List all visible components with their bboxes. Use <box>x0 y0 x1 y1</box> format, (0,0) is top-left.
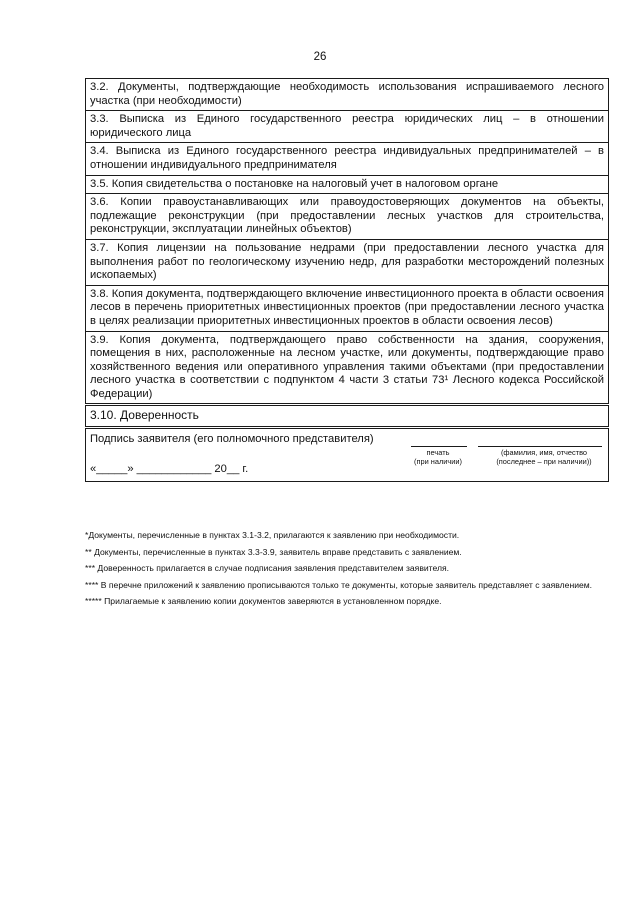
page-number: 26 <box>313 51 327 63</box>
stamp-caption-line2: (при наличии) <box>414 457 462 467</box>
table-row <box>86 239 609 285</box>
footnote-4: **** В перечне приложений к заявлению прописываются только те документы, которые заявитель представляет с заявлением. <box>85 579 593 590</box>
row-text-3-9: 3.9. Копия документа, подтверждающего право собственности на здания, сооружения, помещения в них, расположенные на лесном участке, или документы, подтверждающие право хозяйственного ведения или оперативного управления такими объектами (при предоставлении лесного участка в соответствии с подпунктом 4 части 3 статьи 73¹ Лесного кодекса Российской Федерации) <box>86 331 609 405</box>
footnote-2: ** Документы, перечисленные в пунктах 3.3-3.9, заявитель вправе представить с заявлением. <box>85 546 462 557</box>
row-text-3-6: 3.6. Копии правоустанавливающих или правоудостоверяющих документов на объекты, подлежащие реконструкции (при предоставлении лесных участков для строительства, реконструкции, эксплуатации линейных объектов) <box>86 194 609 240</box>
signature-cell <box>86 428 609 482</box>
stamp-underline <box>411 446 467 447</box>
footnote-3: *** Доверенность прилагается в случае подписания заявления представителем заявителя. <box>85 563 450 573</box>
stamp-caption-line1: печать <box>426 448 450 458</box>
table-row <box>86 405 609 428</box>
row-text-3-2: 3.2. Документы, подтверждающие необходимость использования испрашиваемого лесного участка (при необходимости) <box>86 79 609 111</box>
row-text-3-5: 3.5. Копия свидетельства о постановке на налоговый учет в налоговом органе <box>86 175 609 194</box>
table-row <box>86 285 609 331</box>
row-text-3-10: 3.10. Доверенность <box>86 405 609 428</box>
stamp-caption <box>398 448 478 466</box>
date-line: «_____» ____________ 20__ г. <box>90 463 249 476</box>
signature-label: Подпись заявителя (его полномочного представителя) <box>90 433 374 446</box>
row-text-3-7: 3.7. Копия лицензии на пользование недрами (при предоставлении лесного участка для выполнения работ по геологическому изучению недр, для разработки месторождений полезных ископаемых) <box>86 239 609 285</box>
name-caption-line1: (фамилия, имя, отчество <box>500 448 588 458</box>
name-caption <box>482 448 606 466</box>
row-text-3-8: 3.8. Копия документа, подтверждающего включение инвестиционного проекта в области освоения лесов в перечень приоритетных инвестиционных проектов (при предоставлении лесного участка в целях реализации приоритетных инвестиционных проектов в области освоения лесов) <box>86 285 609 331</box>
footnotes <box>85 530 609 613</box>
attachments-table <box>85 78 609 482</box>
signature-row <box>86 428 609 482</box>
table-row <box>86 111 609 143</box>
name-underline <box>478 446 602 447</box>
footnote-1: *Документы, перечисленные в пунктах 3.1-3.2, прилагаются к заявлению при необходимости. <box>85 530 460 540</box>
footnote-5: ***** Прилагаемые к заявлению копии документов заверяются в установленном порядке. <box>85 596 442 606</box>
table-row <box>86 331 609 405</box>
table-row <box>86 143 609 175</box>
row-text-3-4: 3.4. Выписка из Единого государственного реестра индивидуальных предпринимателей – в отношении индивидуального предпринимателя <box>86 143 609 175</box>
table-row <box>86 79 609 111</box>
row-text-3-3: 3.3. Выписка из Единого государственного реестра юридических лиц – в отношении юридического лица <box>86 111 609 143</box>
name-caption-line2: (последнее – при наличии)) <box>496 457 592 467</box>
table-row <box>86 175 609 194</box>
table-row <box>86 194 609 240</box>
